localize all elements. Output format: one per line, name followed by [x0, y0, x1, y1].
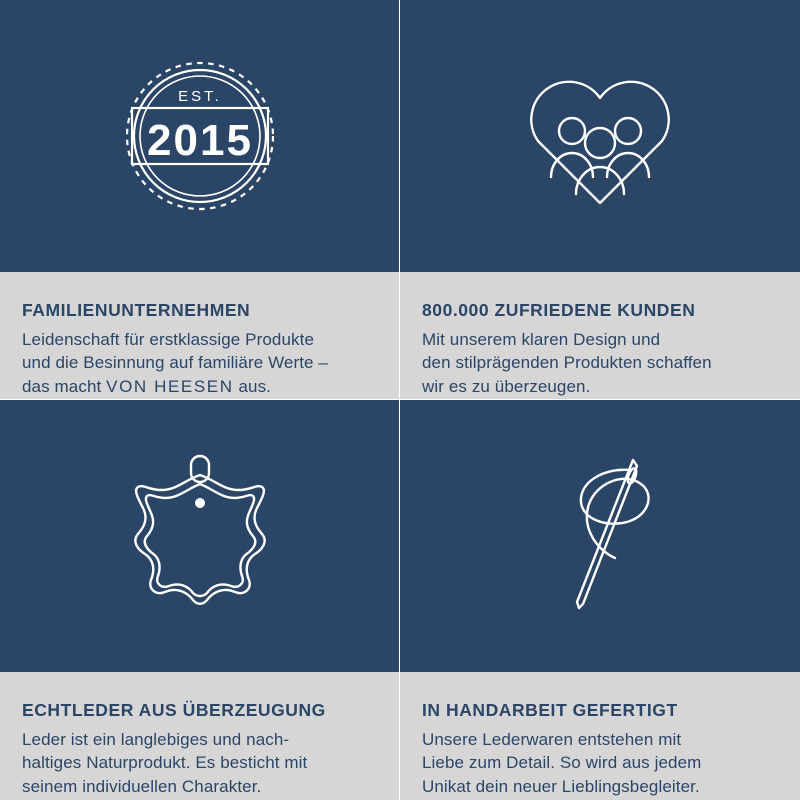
text-area	[0, 272, 399, 399]
feature-body-line: haltiges Naturprodukt. Es besticht mit	[22, 753, 308, 773]
text-area	[400, 672, 800, 800]
feature-title: 800.000 ZUFRIEDENE KUNDEN	[422, 300, 696, 320]
brand-name: VON HEESEN	[106, 376, 234, 396]
feature-body-line: Liebe zum Detail. So wird aus jedem	[422, 753, 702, 773]
icon-area	[0, 400, 399, 672]
feature-body-line: wir es zu überzeugen.	[422, 376, 591, 396]
feature-body-line: Unikat dein neuer Lieblingsbegleiter.	[422, 776, 700, 796]
feature-title: FAMILIENUNTERNEHMEN	[22, 300, 251, 320]
feature-cell-handarbeit	[400, 400, 800, 800]
feature-body	[22, 328, 377, 398]
feature-body-line: Leder ist ein langlebiges und nach-	[22, 730, 290, 749]
feature-body	[422, 728, 778, 798]
feature-body-line: Mit unserem klaren Design und	[422, 330, 661, 349]
feature-body-line: Unsere Lederwaren entstehen mit	[422, 730, 682, 749]
icon-area	[0, 0, 399, 272]
feature-body	[422, 328, 778, 398]
icon-area	[400, 400, 800, 672]
leather-hide-tag-icon	[105, 446, 295, 626]
est-2015-badge-icon	[105, 51, 295, 221]
text-area	[0, 672, 399, 800]
feature-body	[22, 728, 377, 798]
needle-and-thread-icon	[505, 446, 695, 626]
feature-cell-familienunternehmen	[0, 0, 400, 400]
feature-title: IN HANDARBEIT GEFERTIGT	[422, 700, 678, 720]
feature-body-line: und die Besinnung auf familiäre Werte –	[22, 353, 328, 373]
year-label: 2015	[146, 116, 253, 165]
feature-body-line: Leidenschaft für erstklassige Produkte	[22, 330, 315, 349]
heart-with-people-icon	[505, 51, 695, 221]
feature-body-line: das macht VON HEESEN aus.	[22, 376, 271, 396]
feature-cell-echtleder	[0, 400, 400, 800]
feature-title: ECHTLEDER AUS ÜBERZEUGUNG	[22, 700, 326, 720]
feature-cell-zufriedene-kunden	[400, 0, 800, 400]
icon-area	[400, 0, 800, 272]
est-label: EST.	[177, 88, 222, 105]
feature-body-line: den stilprägenden Produkten schaffen	[422, 353, 712, 373]
text-area	[400, 272, 800, 399]
feature-body-line: seinem individuellen Charakter.	[22, 776, 262, 796]
